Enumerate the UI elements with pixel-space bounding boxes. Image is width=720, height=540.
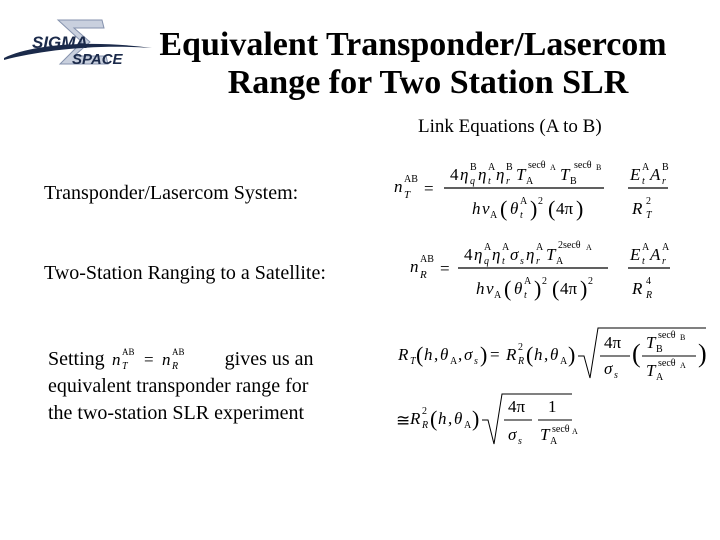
svg-text:=: =	[440, 259, 450, 278]
svg-text:θ: θ	[510, 199, 519, 218]
svg-text:E: E	[630, 165, 641, 184]
svg-text:B: B	[596, 163, 602, 172]
svg-text:η: η	[492, 245, 501, 264]
svg-text:r: r	[662, 176, 666, 187]
svg-text:(: (	[552, 276, 560, 301]
svg-text:AB: AB	[420, 254, 434, 265]
svg-text:n: n	[394, 177, 403, 196]
svg-text:n: n	[111, 350, 121, 369]
equivalent-range-equation	[396, 326, 706, 391]
svg-text:R: R	[171, 361, 178, 371]
setting-word: Setting	[48, 348, 105, 370]
svg-text:t: t	[502, 256, 505, 267]
svg-text:A: A	[450, 356, 458, 367]
svg-text:h: h	[472, 199, 481, 218]
svg-text:r: r	[662, 256, 666, 267]
svg-text:T: T	[540, 425, 550, 444]
svg-text:T: T	[646, 333, 656, 352]
setting-paragraph	[48, 346, 378, 427]
svg-text:,: ,	[544, 345, 549, 364]
svg-text:A: A	[550, 163, 556, 172]
svg-text:t: t	[488, 176, 491, 187]
svg-text:2: 2	[538, 196, 543, 207]
svg-text:T: T	[121, 361, 128, 371]
svg-text:t: t	[520, 210, 523, 221]
svg-text:A: A	[650, 245, 661, 264]
svg-text:A: A	[586, 243, 592, 252]
svg-text:s: s	[518, 436, 522, 447]
svg-text:): )	[472, 406, 480, 431]
svg-text:B: B	[662, 162, 669, 173]
svg-text:R: R	[646, 290, 653, 301]
svg-text:1: 1	[548, 397, 557, 416]
svg-text:A: A	[526, 176, 534, 187]
svg-text:4π: 4π	[556, 199, 574, 218]
svg-text:2: 2	[646, 196, 651, 207]
svg-text:=: =	[490, 345, 500, 364]
svg-text:R: R	[632, 279, 643, 298]
svg-text:(: (	[504, 276, 512, 301]
svg-text:B: B	[470, 162, 477, 173]
title-line-2: Range for Two Station SLR	[227, 64, 629, 101]
ranging-link-equation	[408, 236, 708, 311]
svg-text:(: (	[500, 196, 508, 221]
svg-text:A: A	[642, 242, 650, 253]
setting-rest-line1: gives us an	[224, 348, 314, 370]
svg-text:T: T	[646, 361, 656, 380]
svg-text:ν: ν	[486, 279, 494, 298]
svg-text:): )	[580, 276, 588, 301]
svg-text:η: η	[478, 165, 487, 184]
svg-text:=: =	[424, 179, 434, 198]
svg-text:A: A	[650, 165, 661, 184]
svg-text:2: 2	[518, 342, 523, 353]
svg-text:σ: σ	[508, 425, 517, 444]
svg-text:≅: ≅	[396, 411, 411, 430]
svg-text:r: r	[506, 176, 510, 187]
svg-text:A: A	[642, 162, 650, 173]
two-station-ranging-label: Two-Station Ranging to a Satellite:	[44, 262, 326, 284]
svg-text:h: h	[438, 409, 447, 428]
svg-text:R: R	[518, 356, 525, 367]
svg-text:,: ,	[434, 345, 439, 364]
svg-text:R: R	[506, 345, 517, 364]
approximate-range-equation	[396, 390, 596, 455]
svg-text:R: R	[422, 420, 429, 431]
link-equations-heading: Link Equations (A to B)	[418, 116, 602, 137]
transponder-system-label: Transponder/Lasercom System:	[44, 182, 299, 204]
svg-text:R: R	[420, 269, 427, 281]
svg-text:AB: AB	[171, 347, 185, 357]
svg-text:A: A	[502, 242, 510, 253]
svg-text:A: A	[490, 210, 498, 221]
title-line-1: Equivalent Transponder/Lasercom	[159, 26, 667, 63]
svg-text:AB: AB	[121, 347, 135, 357]
svg-text:A: A	[550, 436, 558, 447]
svg-text:θ: θ	[514, 279, 523, 298]
svg-text:R: R	[398, 345, 409, 364]
equality-condition	[110, 346, 220, 373]
svg-text:4π: 4π	[560, 279, 578, 298]
svg-text:η: η	[526, 245, 535, 264]
svg-text:AB: AB	[404, 174, 418, 185]
svg-text:B: B	[506, 162, 513, 173]
svg-text:(: (	[416, 342, 424, 367]
svg-text:T: T	[560, 165, 570, 184]
svg-text:(: (	[526, 342, 534, 367]
setting-line2: equivalent transponder range for	[48, 375, 309, 397]
svg-text:θ: θ	[550, 345, 559, 364]
svg-text:2: 2	[422, 406, 427, 417]
svg-text:q: q	[470, 176, 475, 187]
svg-text:E: E	[630, 245, 641, 264]
setting-line3: the two-station SLR experiment	[48, 402, 305, 424]
slide-title	[148, 26, 708, 102]
logo-text-sigma: SIGMA	[32, 33, 88, 52]
svg-text:secθ: secθ	[658, 330, 676, 341]
svg-text:A: A	[536, 242, 544, 253]
svg-text:B: B	[570, 176, 577, 187]
svg-text:A: A	[488, 162, 496, 173]
svg-text:,: ,	[458, 345, 463, 364]
svg-text:A: A	[524, 276, 532, 287]
svg-text:A: A	[484, 242, 492, 253]
svg-text:ν: ν	[482, 199, 490, 218]
svg-text:σ: σ	[510, 245, 519, 264]
svg-text:): )	[530, 196, 538, 221]
svg-text:h: h	[476, 279, 485, 298]
svg-text:s: s	[520, 256, 524, 267]
svg-text:,: ,	[448, 409, 453, 428]
svg-text:θ: θ	[440, 345, 449, 364]
svg-text:secθ: secθ	[574, 160, 592, 171]
svg-text:(: (	[632, 339, 641, 368]
svg-text:t: t	[524, 290, 527, 301]
svg-text:T: T	[404, 189, 411, 201]
svg-text:σ: σ	[464, 345, 473, 364]
svg-text:s: s	[614, 370, 618, 381]
svg-text:h: h	[534, 345, 543, 364]
svg-text:t: t	[642, 176, 645, 187]
svg-text:R: R	[632, 199, 643, 218]
logo-text-space: SPACE	[72, 51, 123, 68]
svg-text:T: T	[546, 245, 556, 264]
svg-text:t: t	[642, 256, 645, 267]
svg-text:=: =	[143, 350, 154, 369]
svg-text:T: T	[646, 210, 652, 221]
svg-text:4π: 4π	[604, 333, 622, 352]
svg-text:η: η	[474, 245, 483, 264]
svg-text:2: 2	[542, 276, 547, 287]
svg-text:A: A	[656, 372, 664, 383]
svg-text:): )	[534, 276, 542, 301]
svg-text:R: R	[410, 409, 421, 428]
svg-text:B: B	[656, 344, 663, 355]
svg-text:2: 2	[588, 276, 593, 287]
svg-text:A: A	[680, 361, 686, 370]
svg-text:n: n	[161, 350, 171, 369]
svg-text:2secθ: 2secθ	[558, 240, 581, 251]
svg-text:): )	[576, 196, 584, 221]
svg-text:4: 4	[450, 165, 459, 184]
svg-text:(: (	[430, 406, 438, 431]
svg-text:4π: 4π	[508, 397, 526, 416]
svg-text:T: T	[516, 165, 526, 184]
svg-text:A: A	[560, 356, 568, 367]
svg-text:A: A	[572, 427, 578, 436]
svg-text:h: h	[424, 345, 433, 364]
svg-text:B: B	[680, 333, 686, 342]
svg-text:θ: θ	[454, 409, 463, 428]
transponder-link-equation	[392, 156, 712, 231]
svg-text:4: 4	[464, 245, 473, 264]
svg-text:secθ: secθ	[552, 424, 570, 435]
svg-text:): )	[568, 342, 576, 367]
svg-text:σ: σ	[604, 359, 613, 378]
svg-text:4: 4	[646, 276, 651, 287]
svg-text:r: r	[536, 256, 540, 267]
svg-text:): )	[480, 342, 488, 367]
svg-text:A: A	[556, 256, 564, 267]
svg-text:s: s	[474, 356, 478, 367]
svg-text:η: η	[496, 165, 505, 184]
svg-text:A: A	[520, 196, 528, 207]
svg-text:T: T	[410, 356, 416, 367]
svg-text:A: A	[494, 290, 502, 301]
svg-text:): )	[698, 339, 707, 368]
svg-text:secθ: secθ	[528, 160, 546, 171]
svg-text:η: η	[460, 165, 469, 184]
svg-text:n: n	[410, 257, 419, 276]
svg-text:q: q	[484, 256, 489, 267]
svg-text:A: A	[662, 242, 670, 253]
svg-text:secθ: secθ	[658, 358, 676, 369]
svg-text:A: A	[464, 420, 472, 431]
svg-text:(: (	[548, 196, 556, 221]
